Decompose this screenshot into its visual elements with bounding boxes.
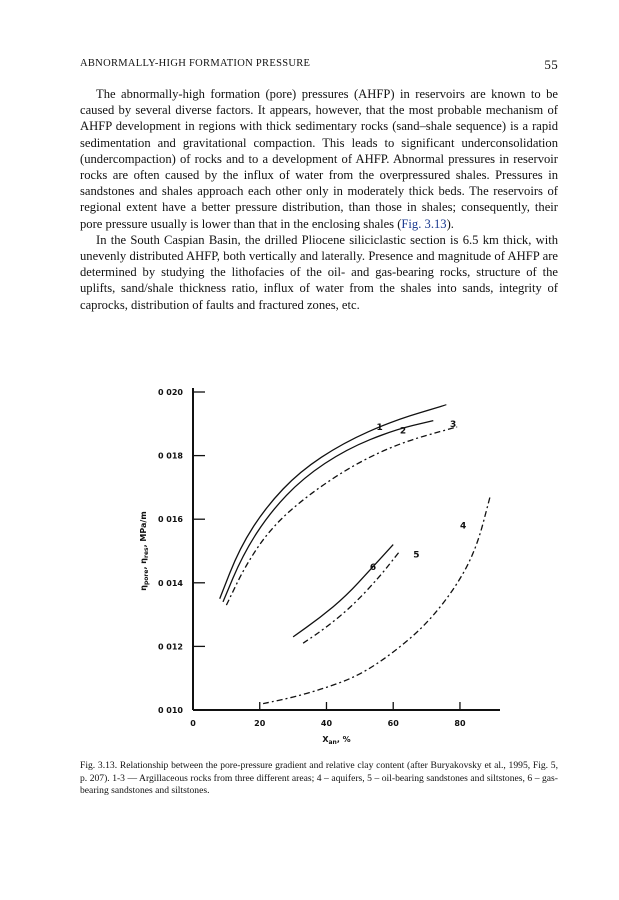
- x-title-unit: , %: [336, 735, 351, 744]
- figure-3-13: [130, 380, 510, 750]
- x-tick-label: 20: [254, 719, 266, 728]
- paragraph-2: In the South Caspian Basin, the drilled Pliocene siliciclastic section is 6.5 km thick, with unevenly distributed AHFP, both vertically and laterally. Presence and magnitude of AHFP are determined by studying the lithofacies of the oil- and gas-bearing rocks, structure of the uplifts, sand/shale thickness ratio, influx of water from the shales into sands, integrity of caprocks, distribution of faults and fractured zones, etc.: [80, 232, 558, 312]
- series-label-1: 1: [376, 423, 383, 434]
- paragraph-1-end: ).: [446, 216, 454, 231]
- series-line-1: [220, 405, 447, 599]
- y-title-sub-res: res: [143, 547, 150, 559]
- y-tick-label: 0 016: [157, 515, 183, 525]
- x-tick-label: 0: [190, 719, 196, 728]
- x-tick-label: 40: [320, 719, 333, 728]
- chart-svg: [130, 380, 510, 750]
- figure-caption: Fig. 3.13. Relationship between the pore-pressure gradient and relative clay content (after Buryakovsky et al., 1995, Fig. 5, p. 207). 1-3 — Argillaceous rocks from three different areas; 4 – aquifers, 5 – oil-bearing sandstones and siltstones, 6 – gas-bearing sandstones and siltstones.: [80, 760, 558, 797]
- y-tick-label: 0 020: [157, 388, 183, 397]
- series-line-4: [263, 497, 490, 704]
- series-label-6: 6: [369, 563, 377, 574]
- series-line-5: [303, 551, 400, 643]
- y-title-mid: , η: [139, 558, 148, 570]
- x-title-x: X: [322, 735, 329, 744]
- y-title-eta: η: [139, 584, 148, 591]
- series-label-4: 4: [459, 521, 467, 532]
- page-number: 55: [544, 57, 558, 72]
- series-labels: [370, 420, 466, 573]
- body-text: [80, 86, 558, 313]
- figure-reference-link[interactable]: Fig. 3.13: [401, 216, 447, 231]
- chart-axes: [193, 388, 500, 710]
- y-tick-label: 0 014: [157, 578, 183, 588]
- x-title-sub: an: [328, 739, 337, 746]
- y-ticks: [158, 388, 205, 715]
- running-title: ABNORMALLY-HIGH FORMATION PRESSURE: [80, 58, 311, 69]
- series-label-5: 5: [413, 550, 420, 561]
- paragraph-1-text: The abnormally-high formation (pore) pressures (AHFP) in reservoirs are known to be caused by several diverse factors. It appears, however, that the most probable mechanism of AHFP development in regions with thick sedimentary rocks (sand–shale sequence) is a rapid sedimentation and gravitational compaction. This leads to significant underconsolidation (undercompaction) of rocks and to a development of AHFP. Abnormal pressures in reservoir rocks are often caused by the influx of water from the overpressured shales. Pressures in sandstones and shales approach each other only in moderately thick beds. The reservoirs of regional extent have a better pressure distribution, than those in shales; consequently, their pore pressure usually is lower than that in the enclosing shales (: [80, 87, 558, 231]
- x-tick-label: 80: [454, 719, 466, 728]
- series-label-3: 3: [449, 419, 457, 430]
- y-tick-label: 0 010: [157, 706, 183, 715]
- series-line-2: [223, 421, 433, 602]
- paragraph-1: [80, 86, 558, 232]
- series-line-6: [293, 545, 393, 637]
- series-label-2: 2: [399, 426, 407, 437]
- y-axis-title: [139, 511, 150, 590]
- x-ticks: [190, 702, 466, 728]
- x-axis-title: [322, 735, 350, 746]
- y-tick-label: 0 012: [157, 642, 183, 652]
- y-title-sub-pore: pore: [143, 569, 150, 585]
- series-group: [220, 405, 490, 704]
- x-tick-label: 60: [387, 719, 399, 728]
- y-tick-label: 0 018: [157, 451, 183, 461]
- y-title-unit: , MPa/m: [139, 511, 148, 548]
